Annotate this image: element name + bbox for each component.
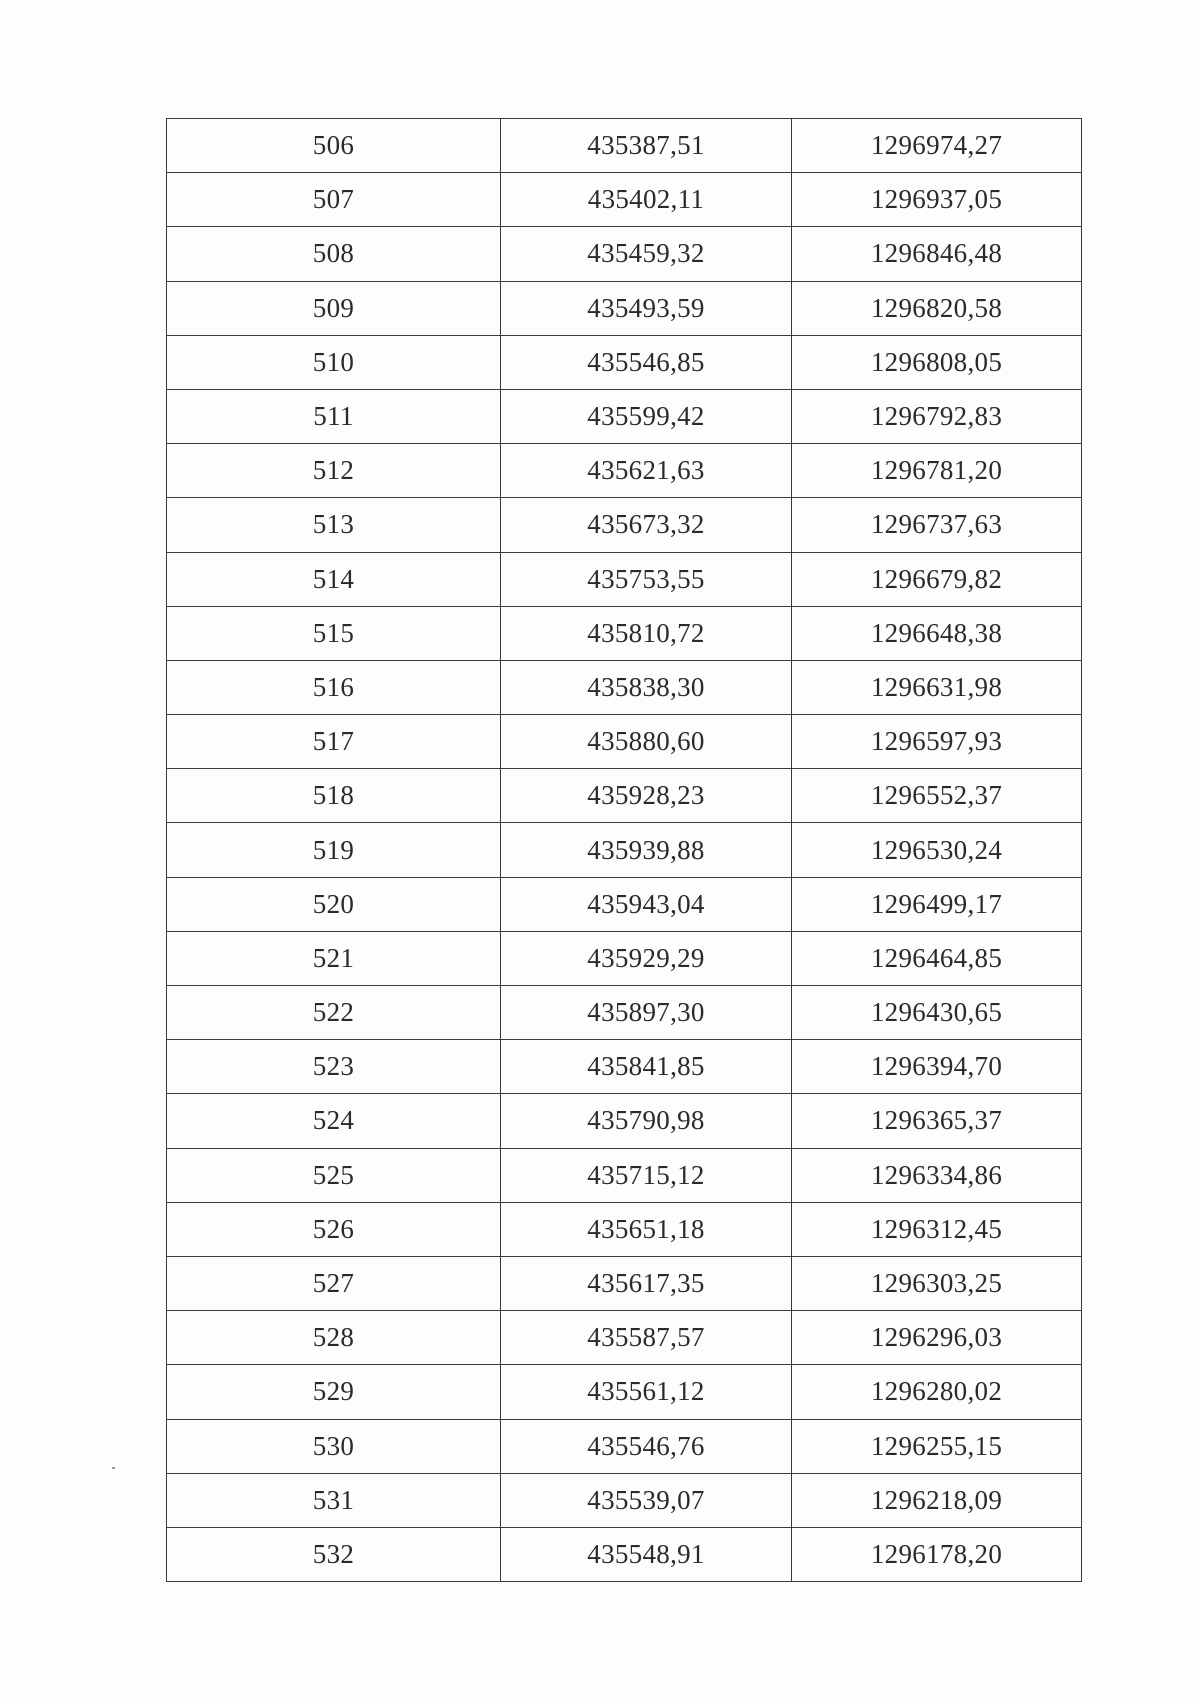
point-number-cell: 514 (167, 552, 501, 606)
y-coordinate-cell: 1296597,93 (792, 715, 1082, 769)
table-row (167, 986, 1082, 1040)
y-coordinate-cell: 1296552,37 (792, 769, 1082, 823)
y-coordinate-cell: 1296255,15 (792, 1419, 1082, 1473)
y-coordinate-cell: 1296312,45 (792, 1202, 1082, 1256)
table-row (167, 715, 1082, 769)
point-number-cell: 518 (167, 769, 501, 823)
table-row (167, 1365, 1082, 1419)
point-number-cell: 510 (167, 335, 501, 389)
table-row (167, 1094, 1082, 1148)
table-row (167, 1527, 1082, 1581)
coordinates-table-body (167, 119, 1082, 1582)
point-number-cell: 524 (167, 1094, 501, 1148)
x-coordinate-cell: 435929,29 (501, 931, 792, 985)
x-coordinate-cell: 435673,32 (501, 498, 792, 552)
table-row (167, 119, 1082, 173)
point-number-cell: 512 (167, 444, 501, 498)
point-number-cell: 532 (167, 1527, 501, 1581)
x-coordinate-cell: 435897,30 (501, 986, 792, 1040)
x-coordinate-cell: 435459,32 (501, 227, 792, 281)
y-coordinate-cell: 1296737,63 (792, 498, 1082, 552)
x-coordinate-cell: 435493,59 (501, 281, 792, 335)
x-coordinate-cell: 435402,11 (501, 173, 792, 227)
point-number-cell: 508 (167, 227, 501, 281)
table-row (167, 444, 1082, 498)
x-coordinate-cell: 435841,85 (501, 1040, 792, 1094)
x-coordinate-cell: 435587,57 (501, 1311, 792, 1365)
y-coordinate-cell: 1296218,09 (792, 1473, 1082, 1527)
point-number-cell: 527 (167, 1256, 501, 1310)
x-coordinate-cell: 435548,91 (501, 1527, 792, 1581)
y-coordinate-cell: 1296820,58 (792, 281, 1082, 335)
y-coordinate-cell: 1296679,82 (792, 552, 1082, 606)
y-coordinate-cell: 1296334,86 (792, 1148, 1082, 1202)
x-coordinate-cell: 435880,60 (501, 715, 792, 769)
x-coordinate-cell: 435939,88 (501, 823, 792, 877)
y-coordinate-cell: 1296280,02 (792, 1365, 1082, 1419)
table-row (167, 1419, 1082, 1473)
table-row (167, 1148, 1082, 1202)
x-coordinate-cell: 435943,04 (501, 877, 792, 931)
point-number-cell: 513 (167, 498, 501, 552)
point-number-cell: 522 (167, 986, 501, 1040)
y-coordinate-cell: 1296781,20 (792, 444, 1082, 498)
table-row (167, 227, 1082, 281)
point-number-cell: 526 (167, 1202, 501, 1256)
point-number-cell: 519 (167, 823, 501, 877)
x-coordinate-cell: 435546,85 (501, 335, 792, 389)
table-row (167, 769, 1082, 823)
point-number-cell: 515 (167, 606, 501, 660)
table-row (167, 1202, 1082, 1256)
y-coordinate-cell: 1296792,83 (792, 389, 1082, 443)
point-number-cell: 529 (167, 1365, 501, 1419)
point-number-cell: 530 (167, 1419, 501, 1473)
y-coordinate-cell: 1296648,38 (792, 606, 1082, 660)
y-coordinate-cell: 1296394,70 (792, 1040, 1082, 1094)
y-coordinate-cell: 1296846,48 (792, 227, 1082, 281)
x-coordinate-cell: 435651,18 (501, 1202, 792, 1256)
point-number-cell: 509 (167, 281, 501, 335)
y-coordinate-cell: 1296178,20 (792, 1527, 1082, 1581)
x-coordinate-cell: 435599,42 (501, 389, 792, 443)
x-coordinate-cell: 435790,98 (501, 1094, 792, 1148)
y-coordinate-cell: 1296430,65 (792, 986, 1082, 1040)
table-row (167, 931, 1082, 985)
table-row (167, 606, 1082, 660)
x-coordinate-cell: 435387,51 (501, 119, 792, 173)
point-number-cell: 528 (167, 1311, 501, 1365)
point-number-cell: 523 (167, 1040, 501, 1094)
point-number-cell: 511 (167, 389, 501, 443)
y-coordinate-cell: 1296974,27 (792, 119, 1082, 173)
point-number-cell: 520 (167, 877, 501, 931)
y-coordinate-cell: 1296303,25 (792, 1256, 1082, 1310)
x-coordinate-cell: 435810,72 (501, 606, 792, 660)
point-number-cell: 516 (167, 660, 501, 714)
coordinates-table (166, 118, 1082, 1582)
table-row (167, 660, 1082, 714)
table-row (167, 281, 1082, 335)
point-number-cell: 517 (167, 715, 501, 769)
x-coordinate-cell: 435715,12 (501, 1148, 792, 1202)
y-coordinate-cell: 1296464,85 (792, 931, 1082, 985)
table-row (167, 1040, 1082, 1094)
scan-speck (112, 1467, 115, 1469)
x-coordinate-cell: 435539,07 (501, 1473, 792, 1527)
y-coordinate-cell: 1296937,05 (792, 173, 1082, 227)
point-number-cell: 525 (167, 1148, 501, 1202)
table-row (167, 552, 1082, 606)
y-coordinate-cell: 1296808,05 (792, 335, 1082, 389)
table-row (167, 335, 1082, 389)
y-coordinate-cell: 1296499,17 (792, 877, 1082, 931)
point-number-cell: 531 (167, 1473, 501, 1527)
point-number-cell: 521 (167, 931, 501, 985)
y-coordinate-cell: 1296365,37 (792, 1094, 1082, 1148)
table-row (167, 1311, 1082, 1365)
table-row (167, 877, 1082, 931)
x-coordinate-cell: 435621,63 (501, 444, 792, 498)
table-row (167, 1256, 1082, 1310)
table-row (167, 1473, 1082, 1527)
x-coordinate-cell: 435838,30 (501, 660, 792, 714)
point-number-cell: 507 (167, 173, 501, 227)
y-coordinate-cell: 1296631,98 (792, 660, 1082, 714)
table-row (167, 498, 1082, 552)
x-coordinate-cell: 435753,55 (501, 552, 792, 606)
y-coordinate-cell: 1296530,24 (792, 823, 1082, 877)
x-coordinate-cell: 435546,76 (501, 1419, 792, 1473)
point-number-cell: 506 (167, 119, 501, 173)
x-coordinate-cell: 435928,23 (501, 769, 792, 823)
table-row (167, 173, 1082, 227)
table-row (167, 823, 1082, 877)
table-row (167, 389, 1082, 443)
y-coordinate-cell: 1296296,03 (792, 1311, 1082, 1365)
x-coordinate-cell: 435561,12 (501, 1365, 792, 1419)
x-coordinate-cell: 435617,35 (501, 1256, 792, 1310)
